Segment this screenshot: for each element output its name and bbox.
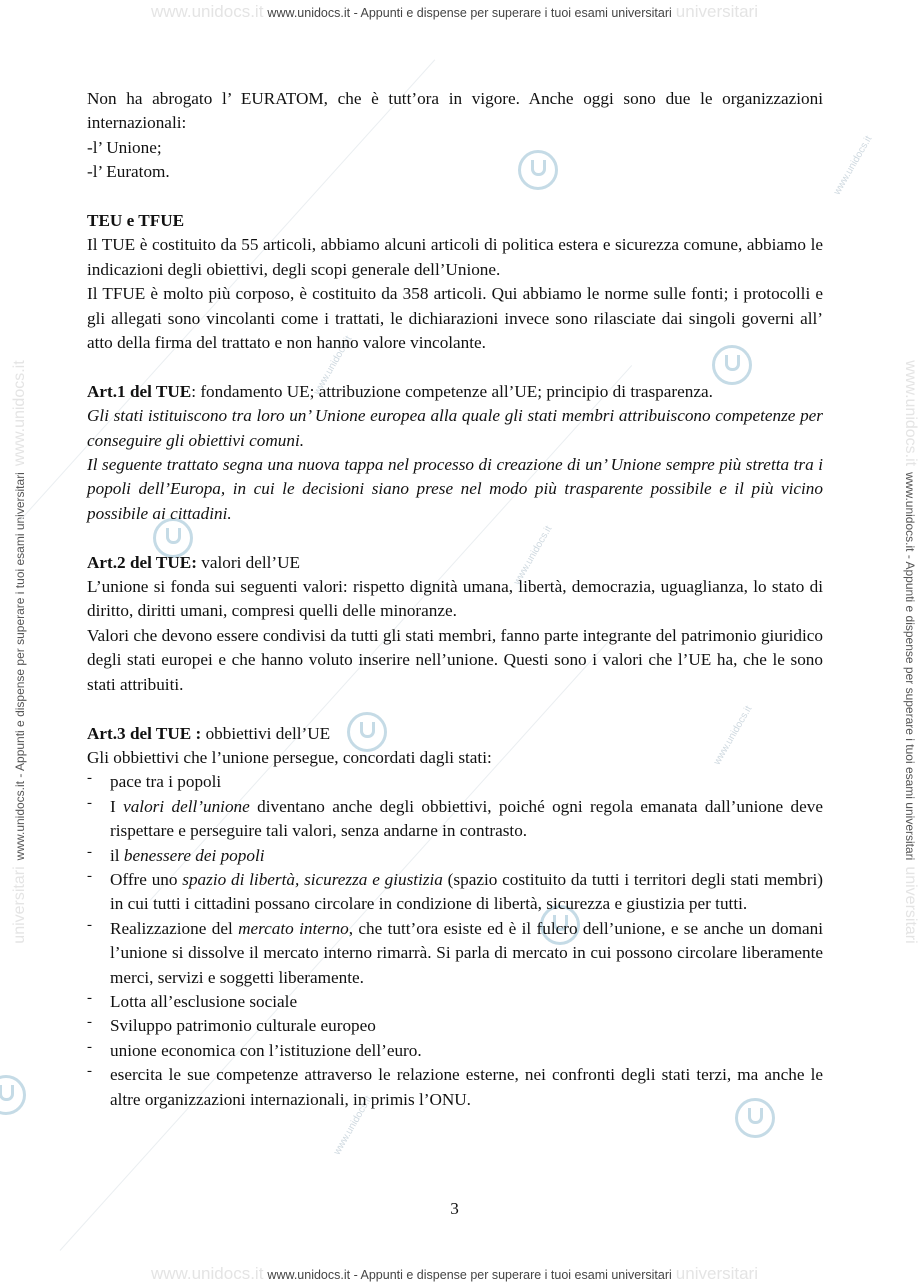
watermark-banner-text: www.unidocs.it - Appunti e dispense per superare i tuoi esami universitari xyxy=(267,1268,672,1282)
watermark-ghost: universitari xyxy=(11,866,28,944)
watermark-side-right xyxy=(901,212,919,1092)
watermark-banner-bottom xyxy=(0,1264,909,1284)
watermark-ghost: www.unidocs.it xyxy=(902,360,919,467)
quote-paragraph: Gli stati istituiscono tra loro un’ Unione europea alla quale gli stati membri attribuiscono competenze per conseguire gli obiettivi comuni. xyxy=(87,406,823,450)
watermark-ghost: www.unidocs.it xyxy=(150,2,264,21)
list-line: -l’ Euratom. xyxy=(87,162,170,182)
watermark-banner-top xyxy=(0,2,909,22)
watermark-side-text: www.unidocs.it - Appunti e dispense per superare i tuoi esami universitari xyxy=(13,472,27,861)
paragraph: Gli obbiettivi che l’unione persegue, concordati dagli stati: xyxy=(87,747,492,767)
list-item-emphasis: spazio di libertà, sicurezza e giustizia xyxy=(182,869,443,889)
section-heading: TEU e TFUE xyxy=(87,211,185,231)
page-number: 3 xyxy=(450,1199,459,1218)
paragraph: Non ha abrogato l’ EURATOM, che è tutt’ora in vigore. Anche oggi sono due le organizzazioni internazionali: xyxy=(87,89,823,133)
watermark-ghost: universitari xyxy=(902,866,919,944)
list-item-emphasis: mercato interno xyxy=(238,918,349,938)
article-title xyxy=(87,380,823,404)
list-line: -l’ Unione; xyxy=(87,137,162,157)
list-item xyxy=(87,770,823,794)
watermark-ghost: www.unidocs.it xyxy=(150,1264,264,1283)
list-item xyxy=(87,1039,823,1063)
watermark-side-left xyxy=(11,212,29,1092)
list-item-text: I xyxy=(110,796,124,816)
list-item-text: unione economica con l’istituzione dell’euro. xyxy=(110,1040,422,1060)
list-item-text: Sviluppo patrimonio culturale europeo xyxy=(110,1016,376,1036)
article-subtitle: obbiettivi dell’UE xyxy=(201,723,331,743)
list-item-text: Realizzazione del xyxy=(110,918,239,938)
watermark-ghost: www.unidocs.it xyxy=(11,360,28,467)
list-item-text: Lotta all’esclusione sociale xyxy=(110,991,298,1011)
watermark-ghost: universitari xyxy=(675,1264,758,1283)
list-item-emphasis: valori dell’unione xyxy=(123,796,250,816)
list-item xyxy=(87,844,823,868)
watermark-diagonal-text: www.unidocs.it xyxy=(331,1094,375,1157)
list-item xyxy=(87,1063,823,1112)
list-item xyxy=(87,1014,823,1038)
list-item xyxy=(87,868,823,917)
list-item-text: Offre uno xyxy=(110,869,183,889)
list-item xyxy=(87,917,823,990)
watermark-side-text: www.unidocs.it - Appunti e dispense per superare i tuoi esami universitari xyxy=(903,472,917,861)
watermark-diagonal-text: www.unidocs.it xyxy=(311,334,355,397)
list-item-text: , che tutt’ora esiste ed è il fulcro dell’unione, e se anche un domani l’unione si dissolve il mercato interno rimarrà. Si parla di mercato in cui possono circolare liberamente merci, servizi e soggetti liberamente. xyxy=(110,918,823,987)
list-item-text: pace tra i popoli xyxy=(110,772,222,792)
paragraph: L’unione si fonda sui seguenti valori: rispetto dignità umana, libertà, democrazia, uguaglianza, lo stato di diritto, diritti umani, compresi quelli delle minoranze. xyxy=(87,577,823,621)
paragraph: Il TFUE è molto più corposo, è costituito da 358 articoli. Qui abbiamo le norme sulle fonti; i protocolli e gli allegati sono vincolanti come i trattati, le dichiarazioni invece sono rilasciate dai singoli governi all’ atto della firma del trattato e non hanno valore vincolante. xyxy=(87,284,823,353)
article-heading: Art.3 del TUE : xyxy=(87,723,202,743)
article-title xyxy=(87,551,823,575)
article-heading: Art.1 del TUE xyxy=(87,381,192,401)
article-subtitle: : fondamento UE; attribuzione competenze all’UE; principio di trasparenza. xyxy=(191,381,713,401)
document-body xyxy=(87,87,823,1112)
watermark-diagonal-text: www.unidocs.it xyxy=(831,134,875,197)
paragraph: Valori che devono essere condivisi da tutti gli stati membri, fanno parte integrante del patrimonio giuridico degli stati europei e che hanno voluto inserire nell’unione. Questi sono i valori che l’UE ha, che le sono stati attribuiti. xyxy=(87,625,823,694)
list-item-text: il xyxy=(110,845,124,865)
list-item-text: diventano anche degli obbiettivi, poiché ogni regola emanata dall’unione deve rispettare e perseguire tali valori, senza andarne in contrasto. xyxy=(110,796,823,841)
watermark-diagonal-text: www.unidocs.it xyxy=(511,524,555,587)
objectives-list xyxy=(87,770,823,1112)
article-title xyxy=(87,722,823,746)
article-heading: Art.2 del TUE: xyxy=(87,552,197,572)
article-subtitle: valori dell’UE xyxy=(196,552,301,572)
list-item-text: esercita le sue competenze attraverso le relazione esterne, nei confronti degli stati terzi, ma anche le altre organizzazioni internazionali, in primis l’ONU. xyxy=(110,1065,823,1109)
list-item-text: (spazio costituito da tutti i territori degli stati membri) in cui tutti i cittadini possano circolare in condizione di libertà, sicurezza e giustizia per tutti. xyxy=(110,869,823,914)
watermark-diagonal-text: www.unidocs.it xyxy=(711,704,755,767)
list-item xyxy=(87,795,823,844)
list-item-emphasis: benessere dei popoli xyxy=(123,845,265,865)
quote-paragraph: Il seguente trattato segna una nuova tappa nel processo di creazione di un’ Unione sempre più stretta tra i popoli dell’Europa, in cui le decisioni siano prese nel modo più trasparente possibile e il più vicino possibile ai cittadini. xyxy=(87,455,823,523)
watermark-banner-text: www.unidocs.it - Appunti e dispense per superare i tuoi esami universitari xyxy=(267,6,672,20)
paragraph: Il TUE è costituito da 55 articoli, abbiamo alcuni articoli di politica estera e sicurezza comune, abbiamo le indicazioni degli obiettivi, degli scopi generale dell’Unione. xyxy=(87,235,823,279)
list-item xyxy=(87,990,823,1014)
watermark-ghost: universitari xyxy=(675,2,758,21)
